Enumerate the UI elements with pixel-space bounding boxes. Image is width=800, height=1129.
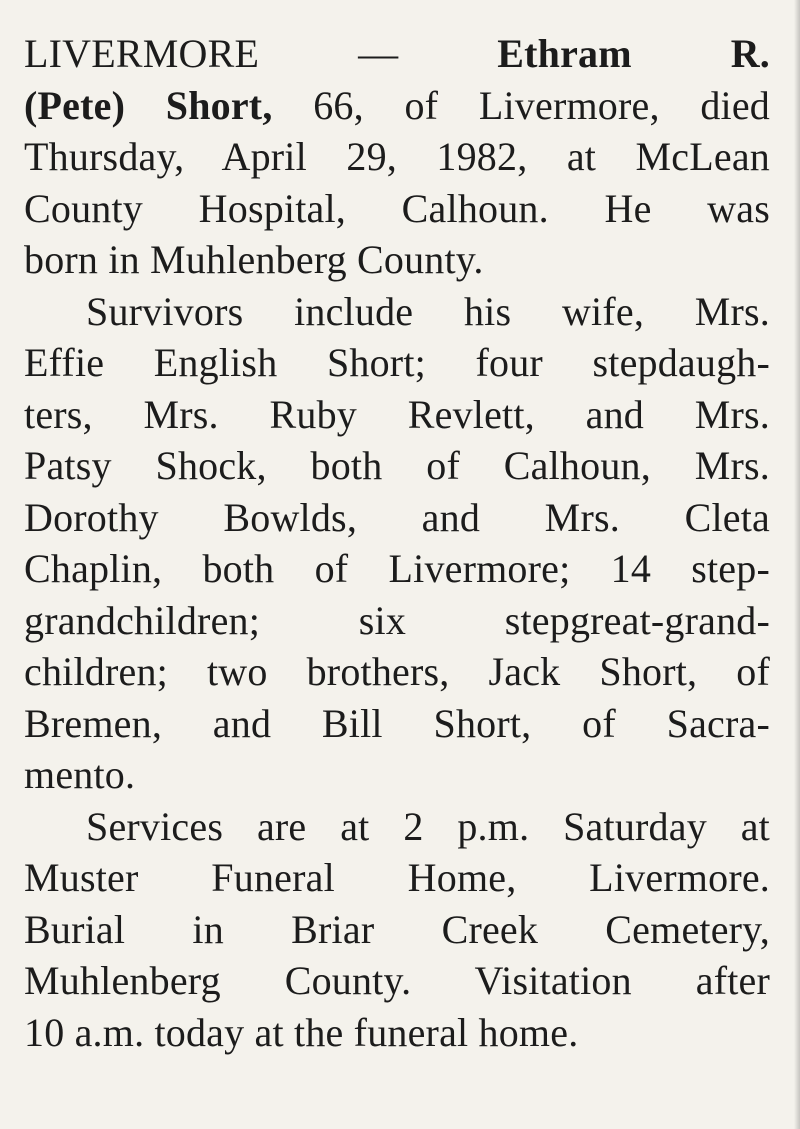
text-line: Patsy Shock, both of Calhoun, Mrs. [24,443,770,488]
text-line: ters, Mrs. Ruby Revlett, and Mrs. [24,391,770,437]
text-line: Survivors include his wife, Mrs. [86,288,770,334]
text-line: Muhlenberg County. Visitation after [24,958,770,1003]
text-line: Services are at 2 p.m. Saturday at [86,803,770,849]
text-line: Thursday, April 29, 1982, at McLean [24,134,770,179]
paragraph-3-services [24,801,770,1059]
age-residence: 66, of Livermore, died [313,82,770,128]
text-line: children; two brothers, Jack Short, of [24,649,770,694]
dateline: LIVERMORE [24,31,260,76]
deceased-nickname: (Pete) Short, [24,82,273,128]
text-line: Muster Funeral Home, Livermore. [24,855,770,900]
deceased-name: Ethram R. [497,31,770,76]
headline-line [24,28,770,80]
clipping-edge-shadow [794,0,800,1129]
obituary-article [24,28,770,1058]
text-line: Dorothy Bowlds, and Mrs. Cleta [24,494,770,540]
text-line: born in Muhlenberg County. [24,237,484,282]
text-line: mento. [24,752,136,797]
text-line: Bremen, and Bill Short, of Sacra- [24,700,770,746]
text-line [24,80,770,132]
paragraph-1 [24,28,770,286]
text-line: Chaplin, both of Livermore; 14 step- [24,546,770,591]
text-line: Effie English Short; four stepdaugh- [24,340,770,385]
dateline-dash: — [358,31,399,76]
text-line: grandchildren; six stepgreat-grand- [24,597,770,643]
paragraph-2-survivors [24,286,770,801]
text-line: Burial in Briar Creek Cemetery, [24,906,770,952]
text-line: 10 a.m. today at the funeral home. [24,1009,579,1055]
text-line: County Hospital, Calhoun. He was [24,185,770,231]
